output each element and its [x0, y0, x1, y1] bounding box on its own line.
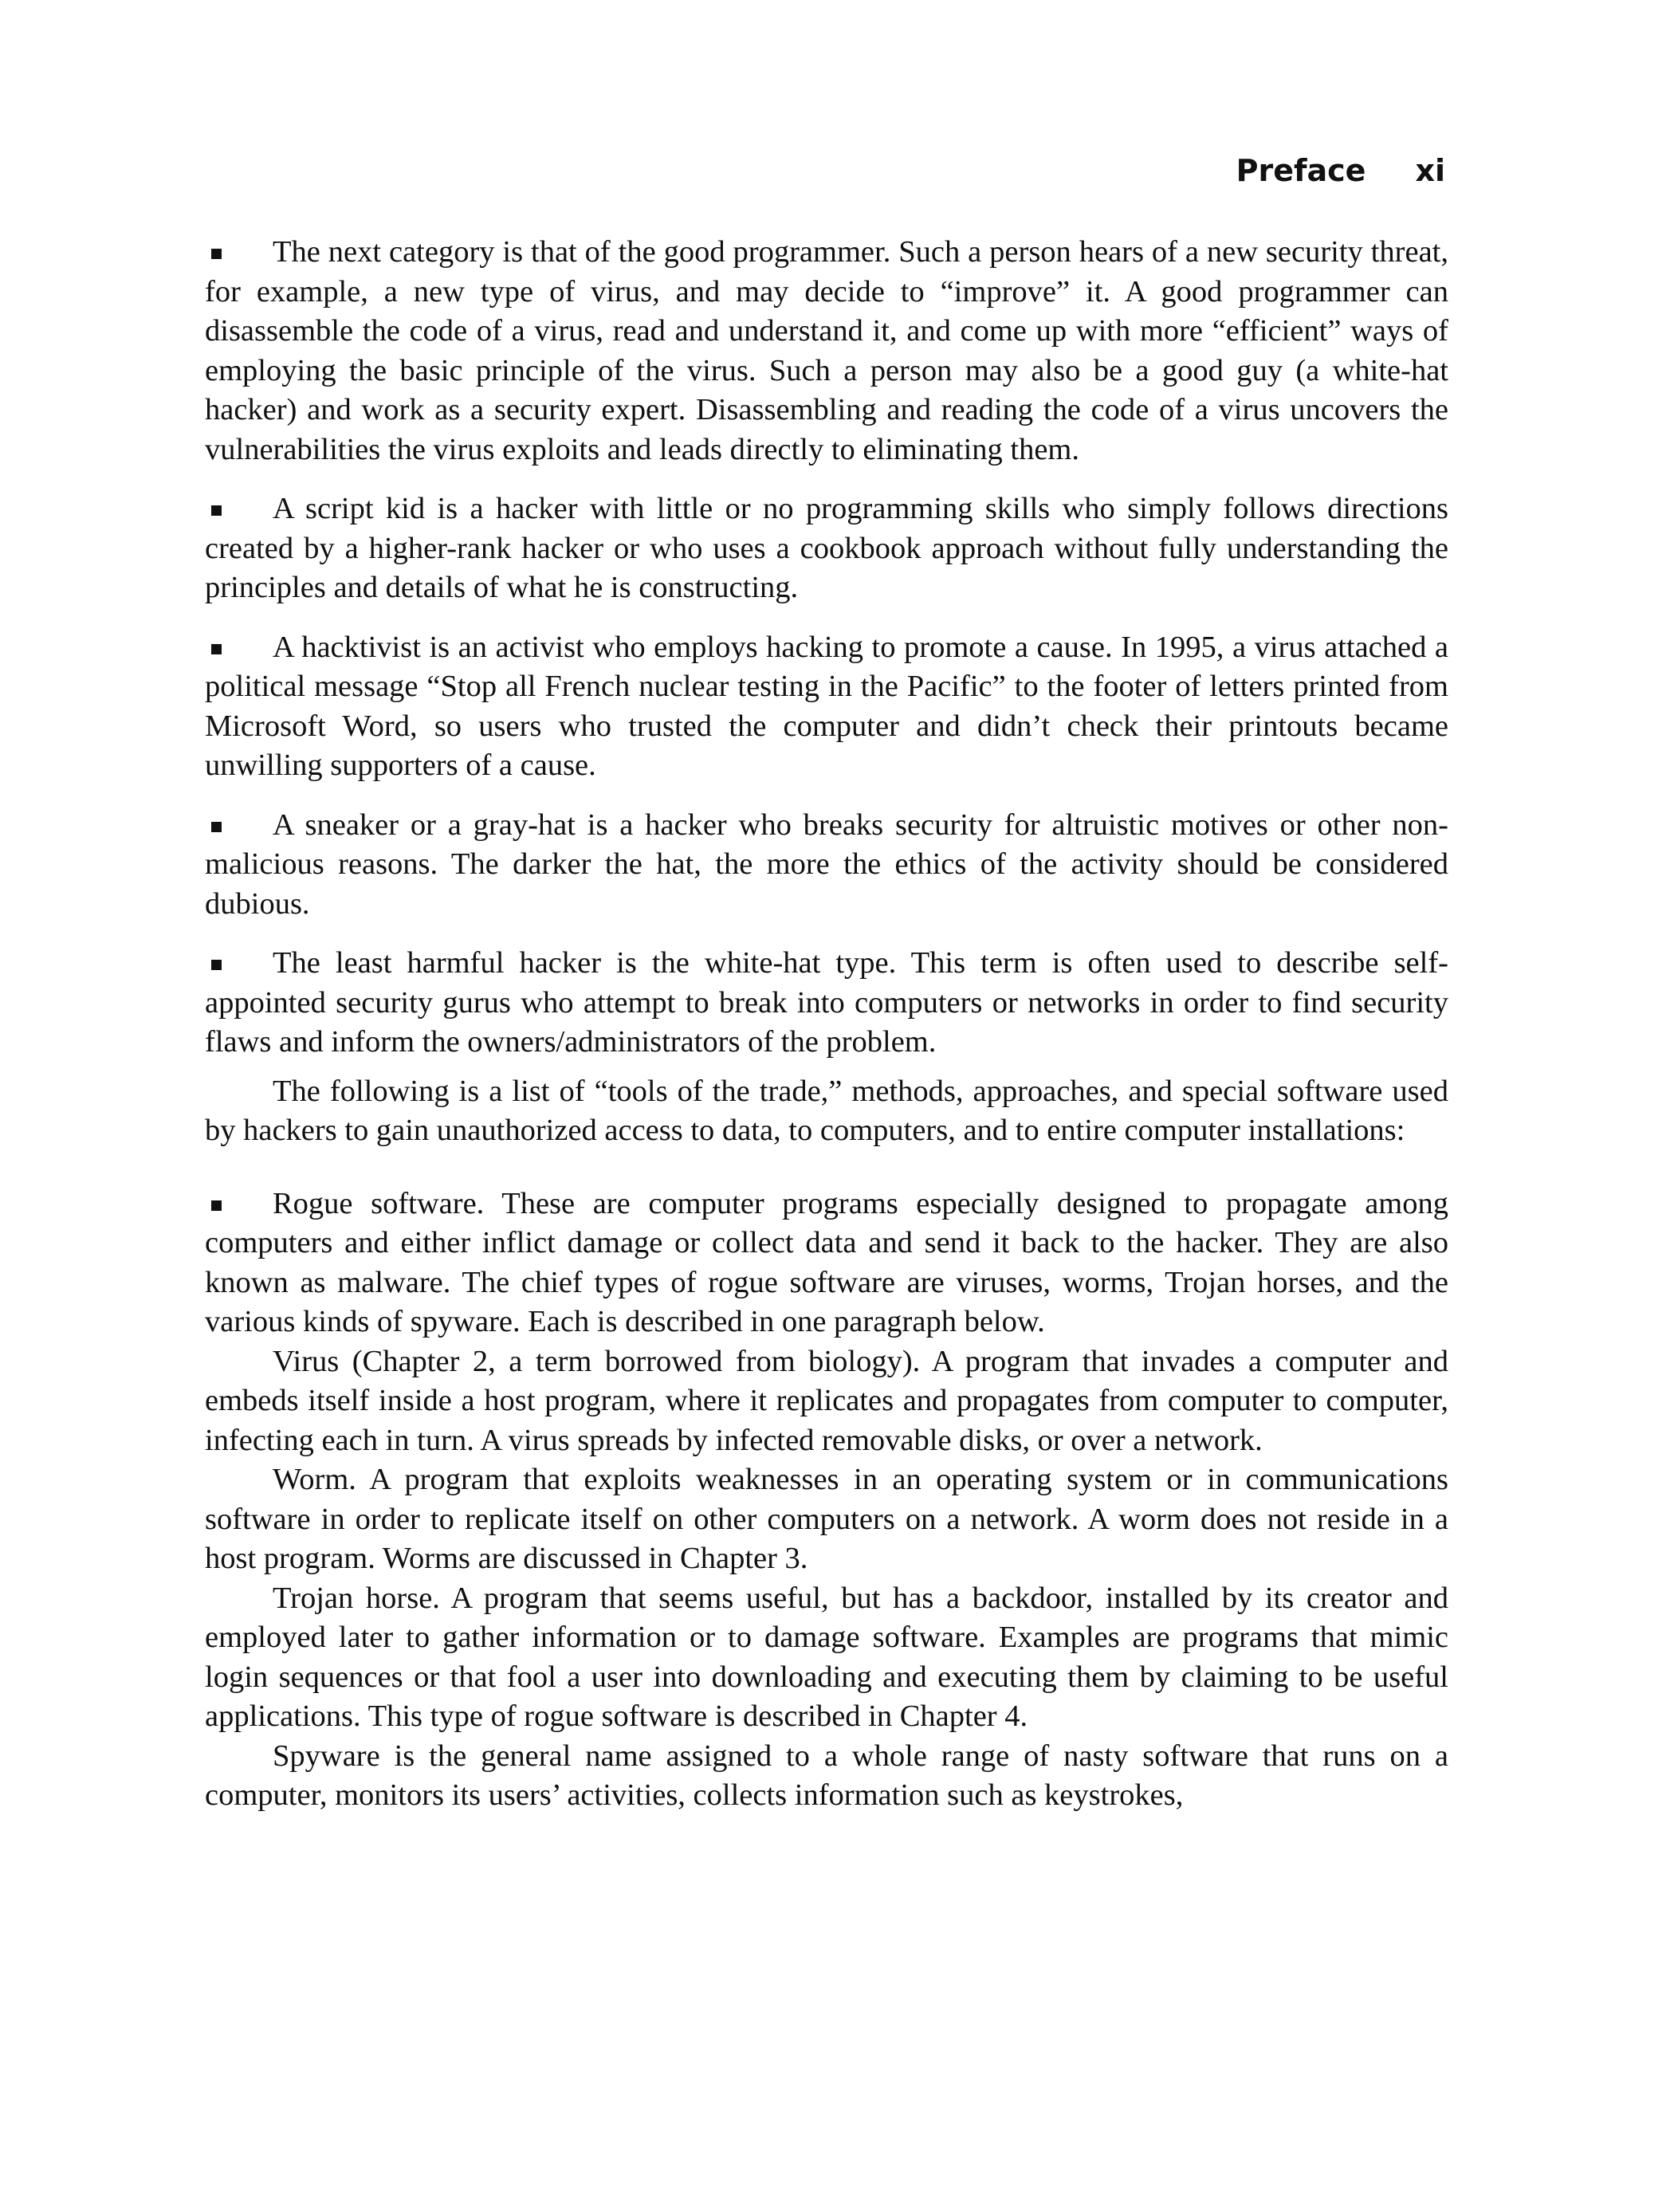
bullet-text: The next category is that of the good programmer. Such a person hears of a new security threat, for example, a new type of virus, and may decide to “improve” it. A good programmer can disassemble the code of a virus, read and understand it, and come up with more “efficient” ways of employing the basic principle of the virus. Such a person may also be a good guy (a white-hat hacker) and work as a security expert. Disassembling and reading the code of a virus uncovers the vulnerabilities the virus exploits and leads directly to eliminating them.	[205, 235, 1448, 466]
running-header-title: Preface	[1236, 153, 1366, 188]
bullet-square-icon	[211, 249, 222, 259]
bullet-square-icon	[211, 822, 222, 832]
bullet-square-icon	[211, 505, 222, 516]
paragraph-worm: Worm. A program that exploits weaknesses in an operating system or in communications software in order to replicate itself on other computers on a network. A worm does not reside in a host program. Worms are discussed in Chapter 3.	[205, 1463, 1448, 1575]
bullet-item-sneaker	[205, 806, 1448, 925]
bullet-text: A script kid is a hacker with little or no programming skills who simply follows directions created by a higher-rank hacker or who uses a cookbook approach without fully understanding the principles and details of what he is constructing.	[205, 492, 1448, 604]
bullet-item-hacktivist	[205, 628, 1448, 786]
bullet-text: Rogue software. These are computer programs especially designed to propagate among computers and either inflict damage or collect data and send it back to the hacker. They are also known as malware. The chief types of rogue software are viruses, worms, Trojan horses, and the various kinds of spyware. Each is described in one paragraph below.	[205, 1186, 1448, 1338]
bullet-square-icon	[211, 644, 222, 654]
bullet-item-rogue-software	[205, 1185, 1448, 1342]
paragraph-trojan-horse: Trojan horse. A program that seems useful, but has a backdoor, installed by its creator and employed later to gather information or to damage software. Examples are programs that mimic login sequences or that fool a user into downloading and executing them by claiming to be useful applications. This type of rogue software is described in Chapter 4.	[205, 1581, 1448, 1733]
paragraph-spyware: Spyware is the general name assigned to a whole range of nasty software that runs on a computer, monitors its users’ activities, collects information such as keystrokes,	[205, 1739, 1448, 1812]
page-body	[205, 233, 1448, 1816]
running-header	[1236, 153, 1445, 188]
bullet-square-icon	[211, 960, 222, 970]
bullet-text: The least harmful hacker is the white-hat type. This term is often used to describe self-appointed security gurus who attempt to break into computers or networks in order to find security flaws and inform the owners/administrators of the problem.	[205, 946, 1448, 1059]
intro-paragraph: The following is a list of “tools of the trade,” methods, approaches, and special software used by hackers to gain unauthorized access to data, to computers, and to entire computer installations:	[205, 1074, 1448, 1147]
bullet-item-white-hat	[205, 944, 1448, 1063]
bullet-text: A hacktivist is an activist who employs hacking to promote a cause. In 1995, a virus attached a political message “Stop all French nuclear testing in the Pacific” to the footer of letters printed from Microsoft Word, so users who trusted the computer and didn’t check their printouts became unwilling supporters of a cause.	[205, 630, 1448, 782]
paragraph-virus: Virus (Chapter 2, a term borrowed from biology). A program that invades a computer and embeds itself inside a host program, where it replicates and propagates from computer to computer, infecting each in turn. A virus spreads by infected removable disks, or over a network.	[205, 1344, 1448, 1457]
page-number: xi	[1415, 153, 1445, 188]
bullet-item-script-kid	[205, 489, 1448, 608]
bullet-text: A sneaker or a gray-hat is a hacker who breaks security for altruistic motives or other non-malicious reasons. The darker the hat, the more the ethics of the activity should be considered dubious.	[205, 807, 1448, 921]
bullet-square-icon	[211, 1200, 222, 1211]
bullet-item-good-programmer	[205, 233, 1448, 470]
